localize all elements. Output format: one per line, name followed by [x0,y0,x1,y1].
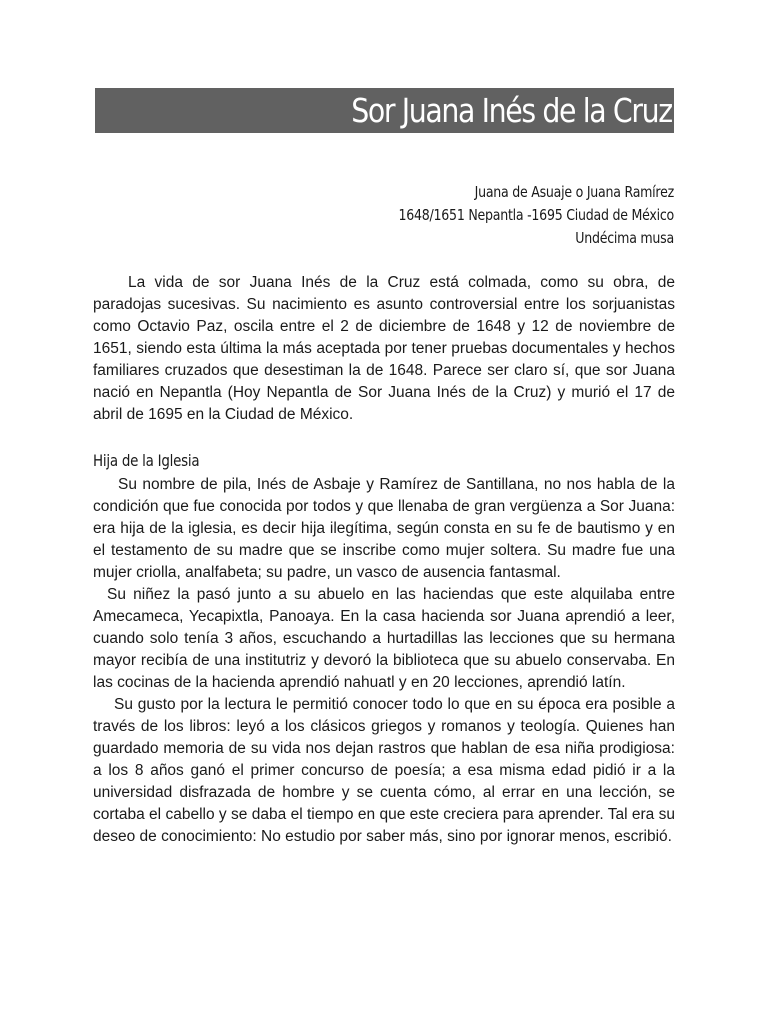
subtitle-dates: 1648/1651 Nepantla -1695 Ciudad de México [398,206,674,224]
body-paragraph: Su nombre de pila, Inés de Asbaje y Ramírez de Santillana, no nos habla de la condición que fue conocida por todos y que llenaba de gran vergüenza a Sor Juana: era hija de la iglesia, es decir hija ilegítima, según consta en su fe de bautismo y en el testamento de su madre que se inscribe como mujer soltera. Su madre fue una mujer criolla, analfabeta; su padre, un vasco de ausencia fantasmal. [93,476,675,581]
body-paragraph: Su niñez la pasó junto a su abuelo en las haciendas que este alquilaba entre Amecameca, Yecapixtla, Panoaya. En la casa hacienda sor Juana aprendió a leer, cuando solo tenía 3 años, escuchando a hurtadillas las lecciones que su hermana mayor recibía de una institutriz y devoró la biblioteca que su abuelo conservaba. En las cocinas de la hacienda aprendió nahuatl y en 20 lecciones, aprendió latín. [93,586,675,691]
subtitle-block [346,181,674,250]
section-heading: Hija de la Iglesia [93,451,200,470]
intro-paragraph: La vida de sor Juana Inés de la Cruz está colmada, como su obra, de paradojas sucesivas. Su nacimiento es asunto controversial entre los sorjuanistas como Octavio Paz, oscila entre el 2 de diciembre de 1648 y 12 de noviembre de 1651, siendo esta última la más aceptada por tener pruebas documentales y hechos familiares cruzados que desestiman la de 1648. Parece ser claro sí, que sor Juana nació en Nepantla (Hoy Nepantla de Sor Juana Inés de la Cruz) y murió el 17 de abril de 1695 en la Ciudad de México. [93,274,675,423]
subtitle-epithet: Undécima musa [575,229,674,247]
title-bar [95,88,674,133]
intro-section [93,272,675,426]
section-body [93,474,675,848]
body-paragraph: Su gusto por la lectura le permitió conocer todo lo que en su época era posible a través de los libros: leyó a los clásicos griegos y romanos y teología. Quienes han guardado memoria de su vida nos dejan rastros que hablan de esa niña prodigiosa: a los 8 años ganó el primer concurso de poesía; a esa misma edad pidió ir a la universidad disfrazada de hombre y se cuenta cómo, al errar en una lección, se cortaba el cabello y se daba el tiempo en que este creciera para aprender. Tal era su deseo de conocimiento: No estudio por saber más, sino por ignorar menos, escribió. [93,696,675,845]
subtitle-names: Juana de Asuaje o Juana Ramírez [474,183,674,201]
page-title: Sor Juana Inés de la Cruz [351,91,672,130]
